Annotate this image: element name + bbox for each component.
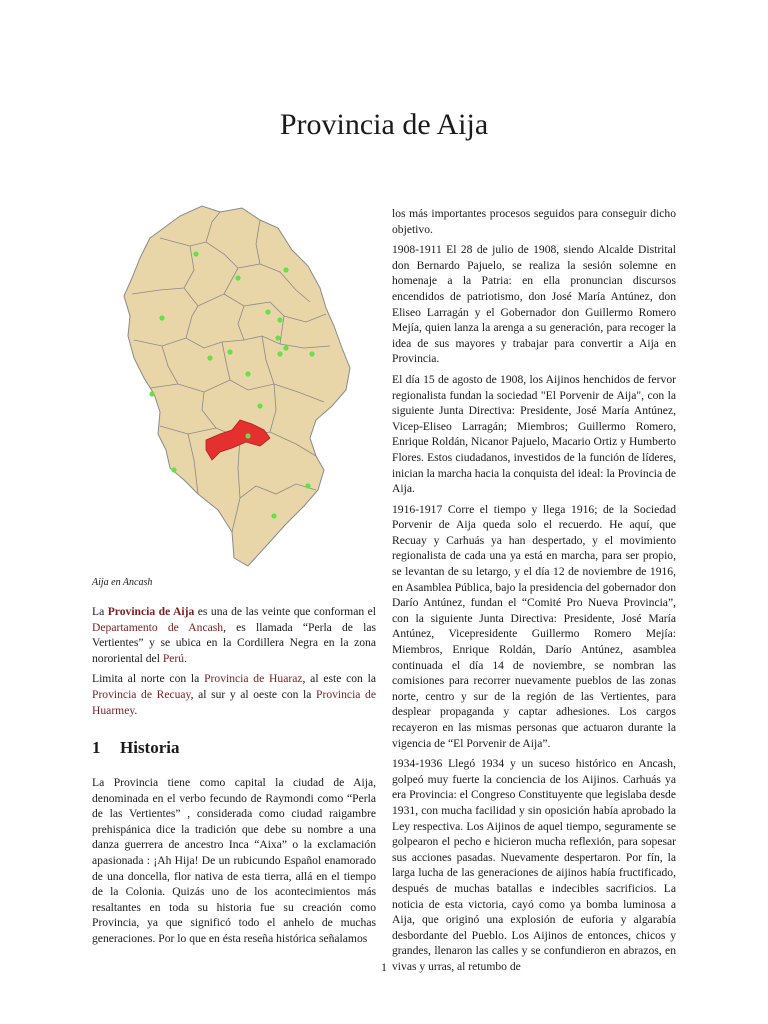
recuay-link[interactable]: Provincia de Recuay	[92, 687, 191, 701]
history-text-left	[92, 775, 376, 952]
right-paragraph-5: 1934-1936 Llegó 1934 y un suceso histórico en Ancash, golpeó muy fuerte la conciencia de los Aijinos. Carhuás ya era Provincia: el Congreso Constituyente que legislaba desde 1931, con mucha facilidad y sin oposición había aprobado la Ley respectiva. Los Aijinos de aquel tiempo, seguramente se golpearon el pecho e hicieron mucha reflexión, para sopesar sus acciones pasadas. Nuevamente despertaron. Por fín, la larga lucha de las generaciones de aijinos había fructificado, después de muchas batallas e indecibles sacrificios. La noticia de esta victoria, cayó como ya bomba luminosa a Aija, que originó una explosión de euforia y algarabía desbordante del Pueblo. Los Aijinos de entonces, chicos y grandes, llenaron las calles y se confundieron en abrazos, en vivas y urras, al retumbo de	[392, 757, 676, 973]
right-paragraph-2: 1908-1911 El 28 de julio de 1908, siendo Alcalde Distrital don Bernardo Pajuelo, se realiza la sesión solemne en homenaje a la Patria: en ella pronuncian discursos encendidos de patriotismo, don José María Antúnez, don Eliseo Larragán y el Gobernador don Guillermo Romero Mejía, quien lanza la arenga a su generación, para recoger la idea de sus mayores y trabajar para convertir a Aija en Provincia.	[392, 243, 676, 366]
right-paragraph-4: 1916-1917 Corre el tiempo y llega 1916; de la Sociedad Porvenir de Aija queda solo el recuerdo. He aquí, que Recuay y Carhuás ya han despertado, y el movimiento regionalista de cada una ya está en marcha, para ser propio, se levantan de su letargo, y el día 12 de noviembre de 1916, en Asamblea Pública, bajo la presidencia del gobernador don Darío Antúnez, fundan el “Comité Pro Nueva Provincia”, con la siguiente Junta Directiva: Presidente, José María Antúnez, Vicepresidente Guillermo Romero Mejía: Miembros, Enrique Roldán, Darío Antúnez, asamblea continuada el día 14 de noviembre, se nombran las comisiones para recorrer nuevamente pueblos de las zonas norte, centro y sur de la región de las Vertientes, para desplear propaganda y captar adhesiones. Los cargos recayeron en las mismas personas que actuaron durante la vigencia de “El Porvenir de Aija”.	[392, 502, 676, 750]
section-number: 1	[92, 738, 101, 757]
intro-text	[92, 604, 376, 723]
map-caption: Aija en Ancash	[92, 577, 153, 588]
intro-paragraph-1: La Provincia de Aija es una de las veinte que conforman el Departamento de Ancash, es llamada “Perla de las Vertientes” y se ubica en la Cordillera Negra en la zona nororiental del Perú.	[92, 605, 376, 665]
right-paragraph-3: El día 15 de agosto de 1908, los Aijinos henchidos de fervor regionalista fundan la sociedad "El Porvenir de Aija", con la siguiente Junta Directiva: Presidente, José María Antúnez, Vicep-Eliseo Larragán; Miembros; Guillermo Romero, Enrique Roldán, Nicanor Pajuelo, Macario Ortiz y Humberto Flores. Estos ciudadanos, investidos de la función de líderes, inician la marcha hacia la conquista del ideal: la Provincia de Aija.	[392, 372, 676, 496]
section-heading-historia	[92, 738, 180, 758]
peru-link[interactable]: Perú	[162, 651, 185, 665]
ancash-map-svg	[120, 198, 356, 570]
huaraz-link[interactable]: Provincia de Huaraz	[204, 672, 303, 686]
section-title: Historia	[120, 738, 180, 757]
history-paragraph: La Provincia tiene como capital la ciudad de Aija, denominada en el verbo fecundo de Raymondi como “Perla de las Vertientes” , considerada como ciudad raigambre prehispánica dice la tradición que debe su nombre a una danza guerrera de ancestro Inca “Aixa” o la exclamación apasionada : ¡Ah Hija! De un rubicundo Español enamorado de una doncella, flor nativa de esta tierra, allá en el tiempo de la Colonia. Quizás uno de los acontecimientos más resaltantes en toda su historia fue su creación como Provincia, ya que significó todo el anhelo de muchas generaciones. Por lo que en ésta reseña histórica señalamos	[92, 776, 376, 945]
province-name-link[interactable]: Provincia de Aija	[107, 605, 195, 618]
right-paragraph-1: los más importantes procesos seguidos para conseguir dicho objetivo.	[392, 207, 676, 236]
huarmey-link[interactable]: Provincia de Huarmey	[92, 687, 377, 717]
page-title: Provincia de Aija	[279, 108, 489, 141]
intro-paragraph-2: Limita al norte con la Provincia de Huaraz, al este con la Provincia de Recuay, al sur y al oeste con la Provincia de Huarmey.	[92, 672, 377, 717]
page-number: 1	[381, 960, 387, 974]
location-map	[120, 198, 356, 570]
right-column	[392, 206, 676, 980]
ancash-link[interactable]: Departamento de Ancash	[92, 620, 224, 634]
